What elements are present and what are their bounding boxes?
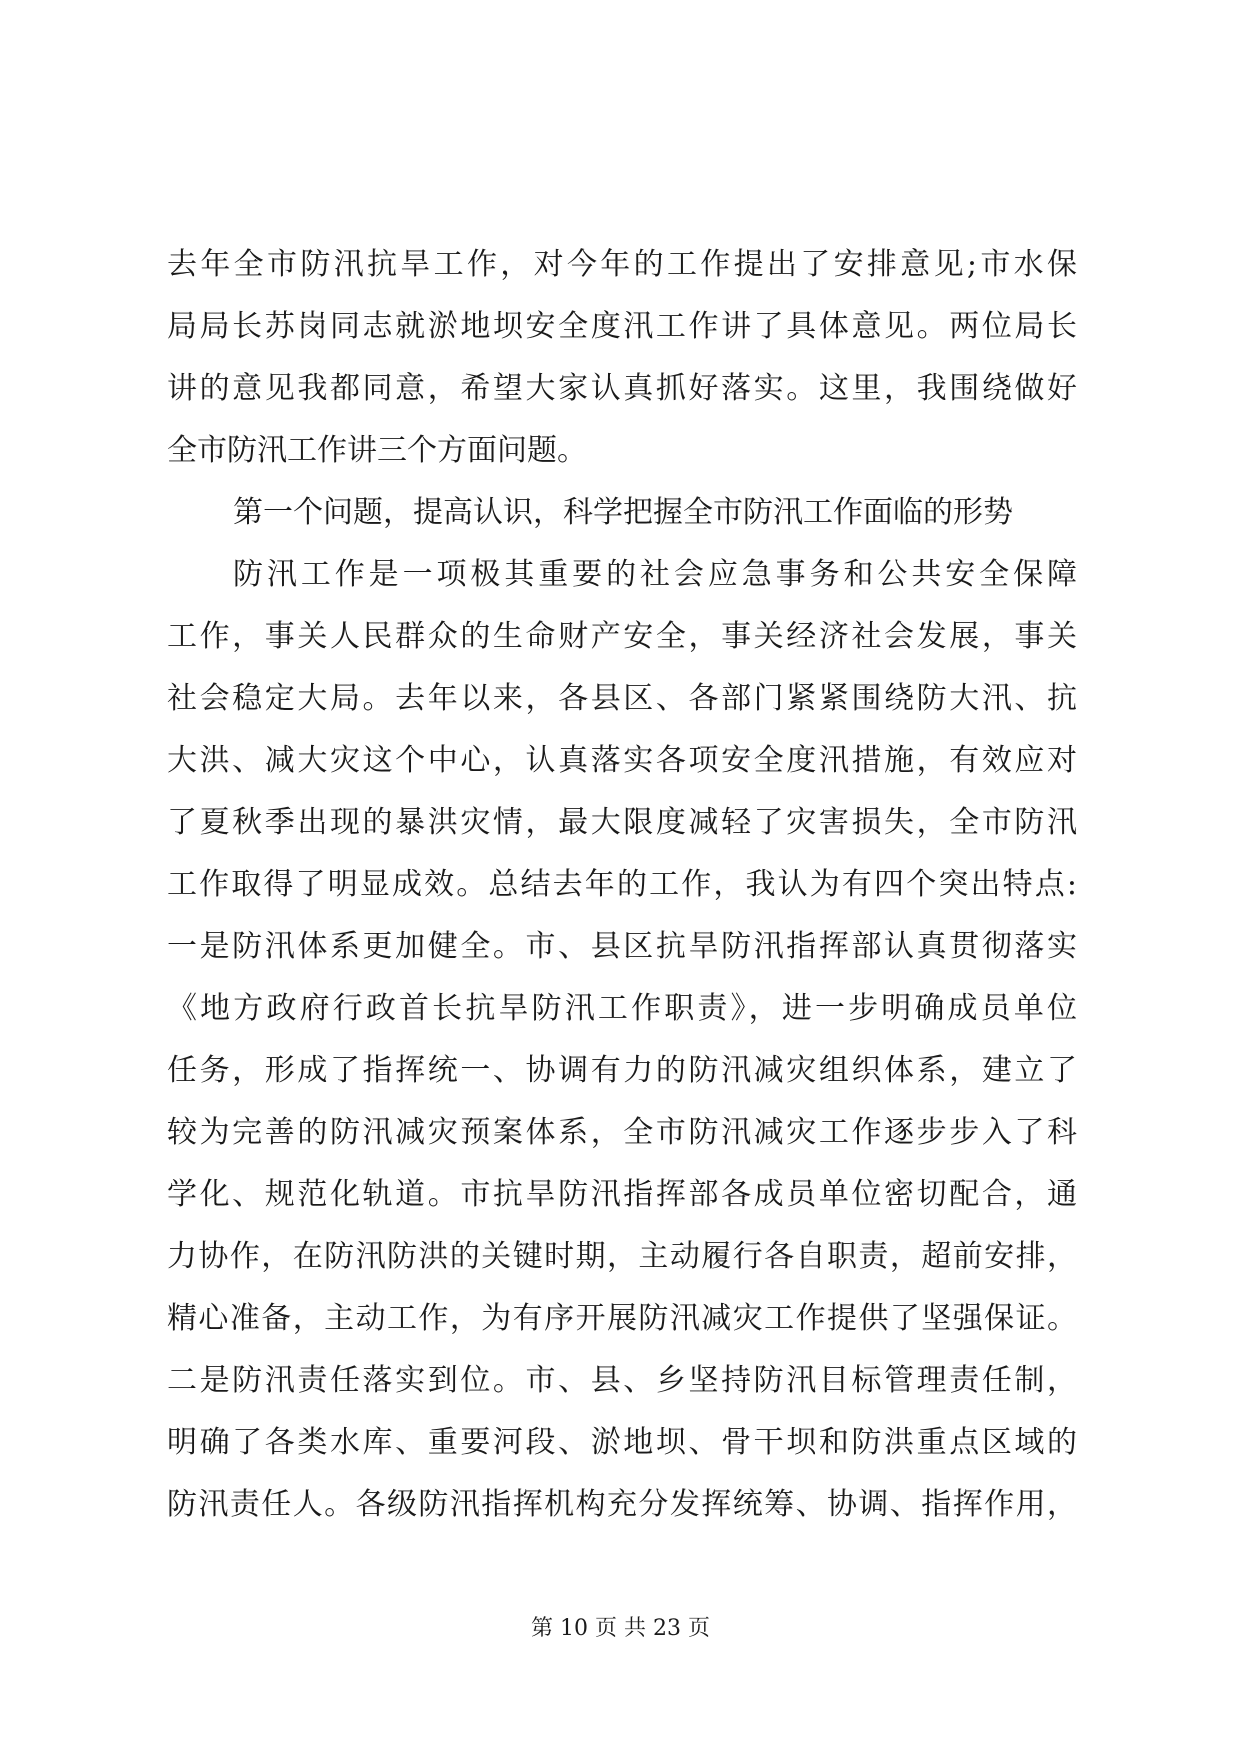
- text-line: 精心准备，主动工作，为有序开展防汛减灾工作提供了坚强保证。: [167, 1301, 1077, 1336]
- text-line: 讲的意见我都同意，希望大家认真抓好落实。这里，我围绕做好: [167, 371, 1077, 406]
- paragraph-first-line: 防汛工作是一项极其重要的社会应急事务和公共安全保障: [233, 557, 1077, 592]
- text-line: 防汛责任人。各级防汛指挥机构充分发挥统筹、协调、指挥作用，: [167, 1487, 1077, 1522]
- text-line: 较为完善的防汛减灾预案体系，全市防汛减灾工作逐步步入了科: [167, 1115, 1077, 1150]
- text-line: 力协作，在防汛防洪的关键时期，主动履行各自职责，超前安排，: [167, 1239, 1077, 1274]
- text-line: 工作，事关人民群众的生命财产安全，事关经济社会发展，事关: [167, 619, 1077, 654]
- text-line: 局局长苏岗同志就淤地坝安全度汛工作讲了具体意见。两位局长: [167, 309, 1077, 344]
- text-line: 明确了各类水库、重要河段、淤地坝、骨干坝和防洪重点区域的: [167, 1425, 1077, 1460]
- text-line: 《地方政府行政首长抗旱防汛工作职责》，进一步明确成员单位: [167, 991, 1077, 1026]
- text-line: 社会稳定大局。去年以来，各县区、各部门紧紧围绕防大汛、抗: [167, 681, 1077, 716]
- text-line: 一是防汛体系更加健全。市、县区抗旱防汛指挥部认真贯彻落实: [167, 929, 1077, 964]
- text-line: 全市防汛工作讲三个方面问题。: [167, 433, 587, 468]
- text-line: 了夏秋季出现的暴洪灾情，最大限度减轻了灾害损失，全市防汛: [167, 805, 1077, 840]
- text-line: 工作取得了明显成效。总结去年的工作，我认为有四个突出特点:: [167, 867, 1077, 902]
- text-line: 大洪、减大灾这个中心，认真落实各项安全度汛措施，有效应对: [167, 743, 1077, 778]
- section-heading: 第一个问题，提高认识，科学把握全市防汛工作面临的形势: [233, 495, 1013, 530]
- text-line: 二是防汛责任落实到位。市、县、乡坚持防汛目标管理责任制，: [167, 1363, 1077, 1398]
- text-line: 任务，形成了指挥统一、协调有力的防汛减灾组织体系，建立了: [167, 1053, 1077, 1088]
- text-line: 学化、规范化轨道。市抗旱防汛指挥部各成员单位密切配合，通: [167, 1177, 1077, 1212]
- body-text: [167, 234, 1077, 1536]
- text-line: 去年全市防汛抗旱工作，对今年的工作提出了安排意见;市水保: [167, 247, 1077, 282]
- page-number-footer: 第 10 页 共 23 页: [531, 1616, 710, 1641]
